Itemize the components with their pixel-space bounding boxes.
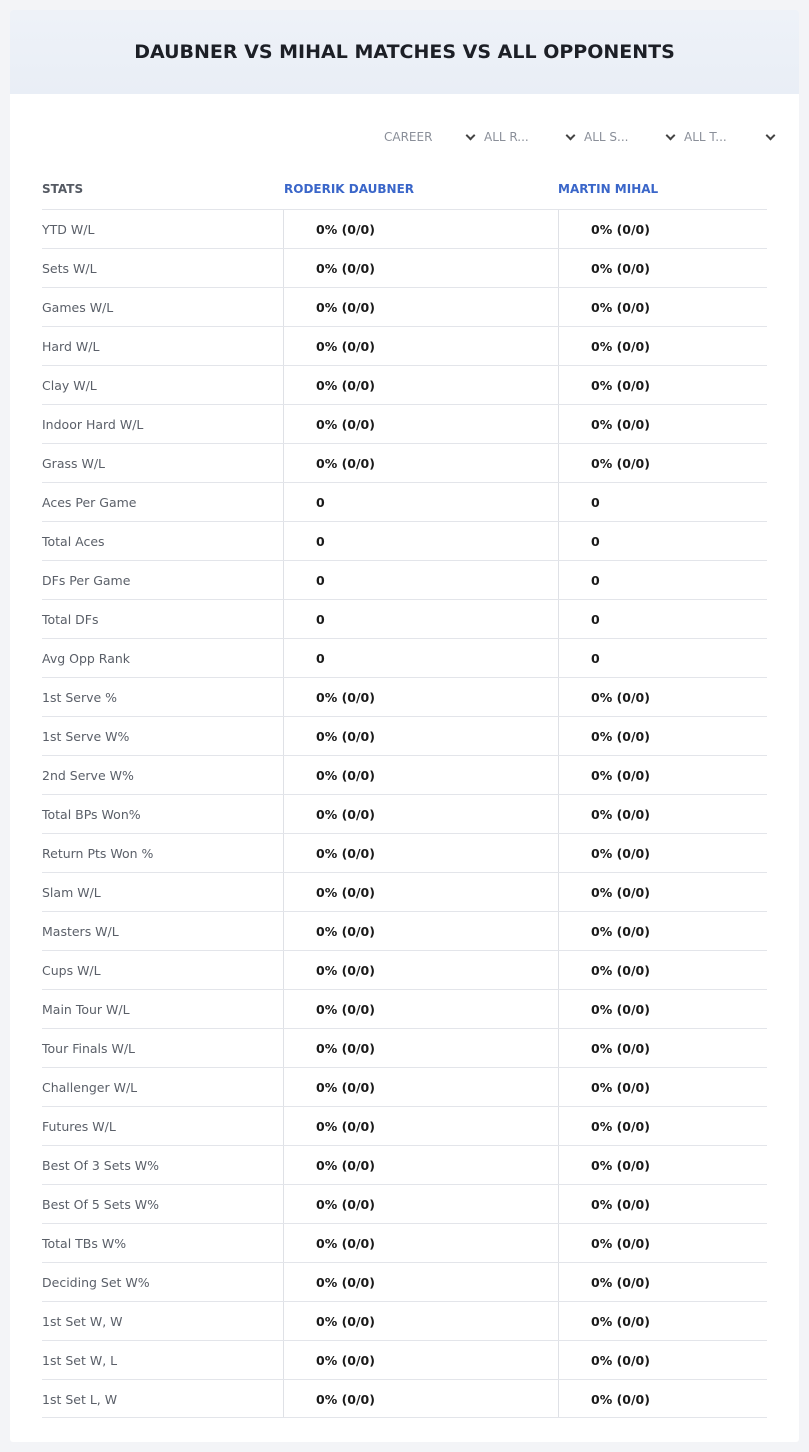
stat-cell-player1 — [283, 717, 558, 755]
stat-cell-player2 — [558, 600, 767, 638]
stat-label: Futures W/L — [42, 1119, 116, 1134]
stat-cell-player2 — [558, 522, 767, 560]
stat-value: 0% (0/0) — [591, 768, 650, 783]
stat-value: 0% (0/0) — [316, 378, 375, 393]
stat-label: Return Pts Won % — [42, 846, 154, 861]
stat-value: 0% (0/0) — [316, 846, 375, 861]
table-row — [42, 1028, 767, 1067]
table-row — [42, 755, 767, 794]
stat-value: 0% (0/0) — [591, 1314, 650, 1329]
stat-cell-player2 — [558, 1068, 767, 1106]
stat-value: 0% (0/0) — [591, 1002, 650, 1017]
stat-value: 0% (0/0) — [591, 300, 650, 315]
column-header-player2[interactable]: MARTIN MIHAL — [558, 182, 659, 196]
stat-cell-player2 — [558, 249, 767, 287]
stat-value: 0 — [591, 612, 600, 627]
table-row — [42, 1067, 767, 1106]
stat-cell-player1 — [283, 600, 558, 638]
table-row — [42, 911, 767, 950]
stat-label: Total BPs Won% — [42, 807, 141, 822]
column-header-stats: STATS — [42, 182, 84, 196]
stat-cell-player1 — [283, 210, 558, 248]
stat-label: 1st Serve % — [42, 690, 118, 705]
stat-value: 0% (0/0) — [591, 1236, 650, 1251]
stat-value: 0% (0/0) — [316, 1197, 375, 1212]
stat-cell-player2 — [558, 873, 767, 911]
stat-value: 0% (0/0) — [591, 456, 650, 471]
stat-cell-player1 — [283, 834, 558, 872]
stat-value: 0% (0/0) — [316, 1275, 375, 1290]
stat-label: Total TBs W% — [42, 1236, 127, 1251]
stat-value: 0% (0/0) — [316, 1392, 375, 1407]
stat-value: 0% (0/0) — [591, 1197, 650, 1212]
table-header — [42, 162, 767, 209]
table-row — [42, 365, 767, 404]
filter-surface-label: ALL S... — [584, 130, 629, 144]
stat-label: Aces Per Game — [42, 495, 137, 510]
stat-value: 0 — [591, 534, 600, 549]
stat-cell-player2 — [558, 1146, 767, 1184]
stat-value: 0 — [316, 534, 325, 549]
stat-cell-player1 — [283, 327, 558, 365]
stat-cell-player1 — [283, 1224, 558, 1262]
stat-cell-player1 — [283, 951, 558, 989]
stat-cell-player2 — [558, 1185, 767, 1223]
table-row — [42, 1379, 767, 1418]
table-body — [42, 209, 767, 1418]
stat-cell-player1 — [283, 366, 558, 404]
column-header-player1[interactable]: RODERIK DAUBNER — [284, 182, 415, 196]
stat-value: 0% (0/0) — [316, 924, 375, 939]
stat-cell-player2 — [558, 1224, 767, 1262]
stat-cell-player1 — [283, 1068, 558, 1106]
stat-cell-player2 — [558, 1380, 767, 1417]
stat-value: 0% (0/0) — [591, 885, 650, 900]
stat-cell-player1 — [283, 405, 558, 443]
stat-cell-player1 — [283, 1263, 558, 1301]
filter-surface-select[interactable] — [584, 126, 684, 148]
stat-cell-player2 — [558, 444, 767, 482]
stat-cell-player2 — [558, 1107, 767, 1145]
stat-label: Total Aces — [42, 534, 105, 549]
filter-tournament-label: ALL T... — [684, 130, 727, 144]
stat-value: 0% (0/0) — [316, 807, 375, 822]
card-header — [10, 10, 799, 94]
stats-card — [10, 10, 799, 1442]
stat-value: 0% (0/0) — [316, 768, 375, 783]
table-row — [42, 1301, 767, 1340]
stat-cell-player2 — [558, 327, 767, 365]
stat-cell-player2 — [558, 288, 767, 326]
stat-cell-player1 — [283, 1302, 558, 1340]
stat-label: Sets W/L — [42, 261, 97, 276]
stat-value: 0% (0/0) — [316, 1158, 375, 1173]
stat-cell-player1 — [283, 483, 558, 521]
stat-cell-player2 — [558, 1029, 767, 1067]
stat-value: 0 — [316, 573, 325, 588]
stat-value: 0% (0/0) — [591, 1119, 650, 1134]
stat-cell-player2 — [558, 912, 767, 950]
stat-value: 0% (0/0) — [316, 222, 375, 237]
stat-value: 0% (0/0) — [316, 1080, 375, 1095]
stat-label: Total DFs — [42, 612, 99, 627]
stat-value: 0 — [316, 495, 325, 510]
stat-cell-player1 — [283, 756, 558, 794]
table-row — [42, 1106, 767, 1145]
table-row — [42, 1223, 767, 1262]
table-row — [42, 1184, 767, 1223]
table-row — [42, 989, 767, 1028]
stat-cell-player2 — [558, 1263, 767, 1301]
stat-value: 0% (0/0) — [591, 339, 650, 354]
stat-value: 0% (0/0) — [591, 261, 650, 276]
stat-value: 0% (0/0) — [316, 261, 375, 276]
chevron-down-icon — [466, 131, 476, 141]
stat-value: 0% (0/0) — [316, 1236, 375, 1251]
table-row — [42, 950, 767, 989]
stat-value: 0 — [316, 651, 325, 666]
stat-label: Indoor Hard W/L — [42, 417, 144, 432]
stat-value: 0% (0/0) — [591, 378, 650, 393]
stat-value: 0% (0/0) — [591, 924, 650, 939]
stat-cell-player2 — [558, 405, 767, 443]
stat-label: Clay W/L — [42, 378, 97, 393]
stat-value: 0% (0/0) — [316, 417, 375, 432]
stat-cell-player2 — [558, 210, 767, 248]
stat-value: 0% (0/0) — [591, 846, 650, 861]
stat-cell-player1 — [283, 444, 558, 482]
stat-cell-player2 — [558, 717, 767, 755]
stat-cell-player2 — [558, 639, 767, 677]
table-row — [42, 482, 767, 521]
stat-cell-player1 — [283, 912, 558, 950]
stat-cell-player1 — [283, 1029, 558, 1067]
stat-value: 0% (0/0) — [316, 690, 375, 705]
stat-label: 2nd Serve W% — [42, 768, 134, 783]
stat-value: 0% (0/0) — [591, 690, 650, 705]
stat-value: 0% (0/0) — [316, 729, 375, 744]
stat-cell-player1 — [283, 678, 558, 716]
stat-cell-player1 — [283, 522, 558, 560]
filter-period-label: CAREER — [384, 130, 433, 144]
stat-value: 0% (0/0) — [591, 1158, 650, 1173]
stat-label: 1st Set W, L — [42, 1353, 118, 1368]
stat-cell-player2 — [558, 795, 767, 833]
chevron-down-icon — [566, 131, 576, 141]
filter-period-select[interactable] — [384, 126, 484, 148]
stat-cell-player1 — [283, 990, 558, 1028]
stat-value: 0% (0/0) — [316, 1314, 375, 1329]
stat-value: 0% (0/0) — [316, 1041, 375, 1056]
table-row — [42, 1145, 767, 1184]
table-row — [42, 209, 767, 248]
table-row — [42, 1262, 767, 1301]
stat-value: 0% (0/0) — [316, 1002, 375, 1017]
stat-label: Cups W/L — [42, 963, 101, 978]
stat-cell-player2 — [558, 561, 767, 599]
filter-round-select[interactable] — [484, 126, 584, 148]
stat-label: 1st Set L, W — [42, 1392, 118, 1407]
table-row — [42, 521, 767, 560]
stat-cell-player1 — [283, 795, 558, 833]
stat-label: Deciding Set W% — [42, 1275, 150, 1290]
stat-value: 0% (0/0) — [591, 807, 650, 822]
stat-cell-player1 — [283, 1185, 558, 1223]
stat-value: 0% (0/0) — [316, 456, 375, 471]
stat-cell-player1 — [283, 1146, 558, 1184]
stat-cell-player1 — [283, 249, 558, 287]
stat-label: Best Of 5 Sets W% — [42, 1197, 160, 1212]
stat-cell-player2 — [558, 951, 767, 989]
table-row — [42, 599, 767, 638]
table-row — [42, 560, 767, 599]
table-row — [42, 677, 767, 716]
stat-value: 0 — [591, 495, 600, 510]
stats-table — [42, 162, 767, 1418]
stat-value: 0% (0/0) — [316, 1119, 375, 1134]
chevron-down-icon — [766, 131, 776, 141]
stat-value: 0% (0/0) — [316, 885, 375, 900]
table-row — [42, 872, 767, 911]
table-row — [42, 794, 767, 833]
table-row — [42, 404, 767, 443]
table-row — [42, 326, 767, 365]
stat-label: Main Tour W/L — [42, 1002, 130, 1017]
stat-label: Challenger W/L — [42, 1080, 138, 1095]
stat-cell-player2 — [558, 990, 767, 1028]
table-row — [42, 638, 767, 677]
stat-label: Games W/L — [42, 300, 114, 315]
stat-value: 0 — [591, 651, 600, 666]
stat-value: 0% (0/0) — [591, 1275, 650, 1290]
stat-label: Slam W/L — [42, 885, 101, 900]
stat-label: Masters W/L — [42, 924, 119, 939]
filter-bar — [384, 126, 784, 148]
stat-value: 0% (0/0) — [591, 1353, 650, 1368]
stat-cell-player2 — [558, 1302, 767, 1340]
stat-label: Tour Finals W/L — [42, 1041, 136, 1056]
table-row — [42, 443, 767, 482]
stat-cell-player1 — [283, 1380, 558, 1417]
stat-cell-player2 — [558, 483, 767, 521]
stat-cell-player2 — [558, 834, 767, 872]
stat-value: 0% (0/0) — [591, 417, 650, 432]
stat-value: 0% (0/0) — [591, 1041, 650, 1056]
stat-value: 0% (0/0) — [316, 300, 375, 315]
stat-value: 0 — [316, 612, 325, 627]
table-row — [42, 833, 767, 872]
stat-label: Grass W/L — [42, 456, 106, 471]
stat-value: 0% (0/0) — [591, 222, 650, 237]
stat-value: 0% (0/0) — [591, 1080, 650, 1095]
stat-cell-player1 — [283, 1341, 558, 1379]
filter-tournament-select[interactable] — [684, 126, 784, 148]
stat-label: 1st Serve W% — [42, 729, 130, 744]
stat-value: 0% (0/0) — [591, 1392, 650, 1407]
stat-cell-player2 — [558, 366, 767, 404]
stat-value: 0% (0/0) — [591, 729, 650, 744]
stat-cell-player1 — [283, 639, 558, 677]
filter-round-label: ALL R... — [484, 130, 529, 144]
stat-label: Hard W/L — [42, 339, 100, 354]
stat-value: 0% (0/0) — [316, 963, 375, 978]
stat-cell-player2 — [558, 756, 767, 794]
stat-value: 0 — [591, 573, 600, 588]
stat-label: DFs Per Game — [42, 573, 131, 588]
stat-cell-player1 — [283, 873, 558, 911]
stat-value: 0% (0/0) — [316, 339, 375, 354]
stat-label: Avg Opp Rank — [42, 651, 131, 666]
stat-label: Best Of 3 Sets W% — [42, 1158, 160, 1173]
stat-cell-player2 — [558, 1341, 767, 1379]
stat-value: 0% (0/0) — [591, 963, 650, 978]
table-row — [42, 248, 767, 287]
stat-label: YTD W/L — [42, 222, 95, 237]
table-row — [42, 1340, 767, 1379]
stat-cell-player1 — [283, 1107, 558, 1145]
table-row — [42, 716, 767, 755]
stat-value: 0% (0/0) — [316, 1353, 375, 1368]
page-title: DAUBNER VS MIHAL MATCHES VS ALL OPPONENTS — [134, 41, 675, 63]
stat-cell-player1 — [283, 561, 558, 599]
chevron-down-icon — [666, 131, 676, 141]
table-row — [42, 287, 767, 326]
stat-cell-player2 — [558, 678, 767, 716]
stat-cell-player1 — [283, 288, 558, 326]
stat-label: 1st Set W, W — [42, 1314, 123, 1329]
